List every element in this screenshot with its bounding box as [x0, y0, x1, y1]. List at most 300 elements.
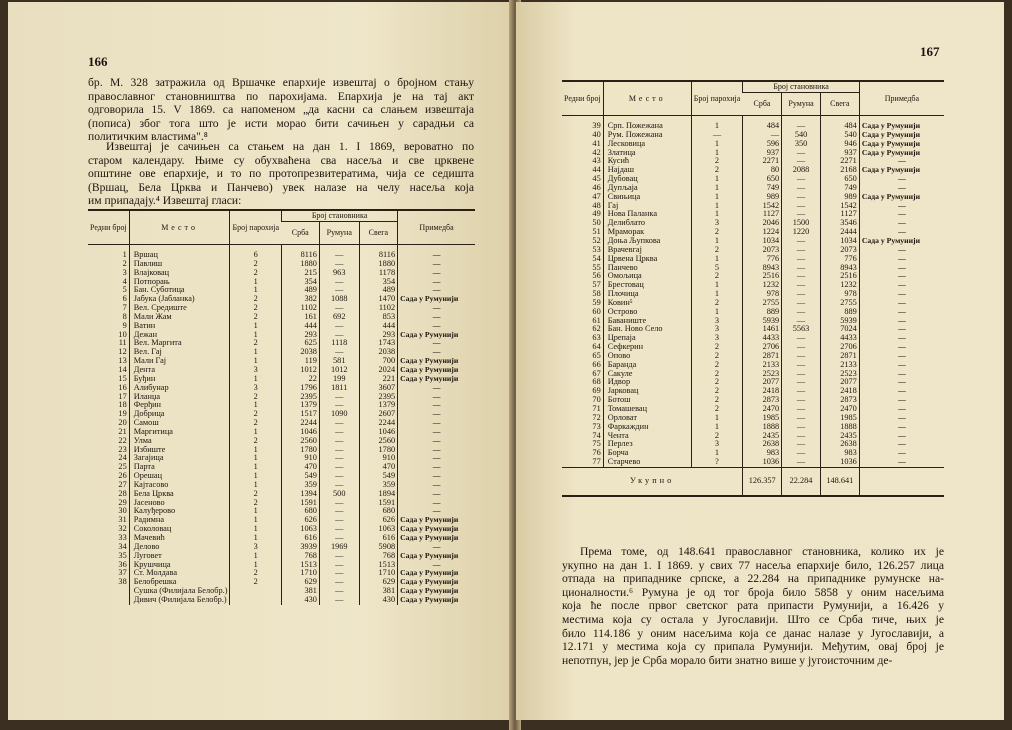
- table-cell: —: [859, 352, 944, 361]
- population-table-left: [88, 209, 475, 605]
- table-cell: 5939: [743, 317, 782, 326]
- table-cell: Сада у Румунији: [859, 166, 944, 175]
- table-cell: Сада у Румунији: [859, 131, 944, 140]
- table-cell: 47: [592, 191, 601, 201]
- table-cell: 1: [691, 175, 743, 184]
- table-cell: —: [398, 278, 475, 287]
- table-cell: 22: [118, 435, 127, 445]
- table-cell: 1461: [743, 325, 782, 334]
- table-cell: —: [782, 246, 821, 255]
- table-cell: —: [319, 525, 359, 534]
- table-cell: 44: [592, 165, 601, 175]
- table-cell: 692: [319, 313, 359, 322]
- table-cell: —: [319, 472, 359, 481]
- table-cell: Омољица: [603, 272, 691, 281]
- table-cell: —: [398, 348, 475, 357]
- table-cell: —: [782, 396, 821, 405]
- table-cell: 1063: [359, 525, 398, 534]
- total-serbs: 126.357: [743, 467, 782, 495]
- table-cell: 1: [691, 281, 743, 290]
- table-cell: 1: [230, 534, 282, 543]
- header-total: Свега: [359, 222, 398, 245]
- table-cell: —: [398, 384, 475, 393]
- table-cell: 1102: [282, 304, 320, 313]
- text-line: која ће после првог светског рата припасти Румунији, а 16.426 у: [562, 599, 944, 613]
- table-cell: 60: [592, 306, 601, 316]
- table-cell: 80: [743, 166, 782, 175]
- table-cell: —: [859, 325, 944, 334]
- table-cell: 31: [118, 515, 127, 525]
- table-cell: 1710: [359, 569, 398, 578]
- table-cell: —: [398, 481, 475, 490]
- table-cell: 2470: [743, 405, 782, 414]
- table-cell: 2: [230, 269, 282, 278]
- table-cell: 1: [230, 516, 282, 525]
- table-cell: 2706: [820, 343, 859, 352]
- table-cell: 68: [592, 377, 601, 387]
- table-cell: 2395: [359, 393, 398, 402]
- table-cell: 2: [230, 304, 282, 313]
- table-cell: —: [859, 449, 944, 458]
- table-cell: —: [398, 260, 475, 269]
- table-cell: 1178: [359, 269, 398, 278]
- table-cell: 35: [118, 550, 127, 560]
- table-cell: —: [859, 334, 944, 343]
- table-cell: 2: [230, 499, 282, 508]
- table-cell: 910: [359, 454, 398, 463]
- table-cell: Бела Црква: [129, 490, 230, 499]
- table-cell: 73: [592, 421, 601, 431]
- table-cell: Сада у Румунији: [398, 569, 475, 578]
- table-cell: Доња Љупкова: [603, 237, 691, 246]
- table-cell: 1780: [282, 446, 320, 455]
- table-cell: Дивич (Филијала Белобр.): [129, 596, 230, 605]
- table-cell: 2: [691, 246, 743, 255]
- table-cell: —: [782, 149, 821, 158]
- table-cell: 626: [282, 516, 320, 525]
- table-cell: 2133: [743, 361, 782, 370]
- table-cell: Јарковац: [603, 387, 691, 396]
- text-line: старом календару. Њиме су обухваћена сва насеља и све црквене: [88, 153, 474, 167]
- table-cell: 2244: [359, 419, 398, 428]
- table-cell: 2: [691, 228, 743, 237]
- table-cell: 549: [282, 472, 320, 481]
- table-cell: 2755: [743, 299, 782, 308]
- table-cell: 1470: [359, 295, 398, 304]
- table-cell: —: [319, 569, 359, 578]
- table-cell: 2077: [820, 378, 859, 387]
- table-cell: 776: [743, 255, 782, 264]
- table-cell: Маргитица: [129, 428, 230, 437]
- table-cell: 8943: [743, 264, 782, 273]
- table-cell: —: [782, 370, 821, 379]
- table-cell: Плочица: [603, 290, 691, 299]
- table-cell: 768: [282, 552, 320, 561]
- table-cell: —: [319, 278, 359, 287]
- table-cell: 946: [820, 140, 859, 149]
- table-cell: 2168: [820, 166, 859, 175]
- table-cell: 11: [118, 338, 127, 348]
- total-row: [562, 467, 944, 495]
- table-cell: Рум. Пожежана: [603, 131, 691, 140]
- text-line: православног становништва по парохијама. Епархија је на тај акт: [88, 89, 474, 103]
- table-cell: 3: [230, 384, 282, 393]
- table-cell: 1: [230, 552, 282, 561]
- table-cell: 1118: [319, 339, 359, 348]
- table-cell: 33: [118, 533, 127, 542]
- text-line: непотпун, јер је Срба морало бити знатно више у југоисточним де-: [562, 653, 893, 667]
- table-cell: 3: [230, 366, 282, 375]
- population-table-right: [562, 80, 944, 497]
- table-cell: 4433: [743, 334, 782, 343]
- table-cell: 1036: [820, 458, 859, 467]
- table-cell: 3607: [359, 384, 398, 393]
- text-line: местима која су остала у Југославији. Што се Срба тиче, њих је: [562, 612, 944, 626]
- table-cell: 1880: [359, 260, 398, 269]
- table-cell: 1: [122, 250, 127, 259]
- table-cell: 1743: [359, 339, 398, 348]
- text-line: (Вршац, Бела Црква и Панчево) увек налазе на челу насеља која: [88, 180, 474, 194]
- table-cell: Свињица: [603, 193, 691, 202]
- table-cell: 1224: [743, 228, 782, 237]
- table-cell: 2: [691, 405, 743, 414]
- table-cell: —: [782, 378, 821, 387]
- table-cell: —: [319, 245, 359, 260]
- text-line: општине ове епархије, и то по протопрезвитератима, чија се седишта: [88, 167, 474, 181]
- table-cell: Сада у Румунији: [398, 534, 475, 543]
- table-cell: 1: [230, 357, 282, 366]
- table-cell: 2244: [282, 419, 320, 428]
- table-cell: Врачевгај: [603, 246, 691, 255]
- text-line: (пописа) због тога што је исти морао бити сачињен у сарадњи са: [88, 116, 474, 130]
- table-cell: Добрица: [129, 410, 230, 419]
- table-cell: 64: [592, 342, 601, 352]
- table-cell: —: [782, 343, 821, 352]
- table-cell: 2: [691, 157, 743, 166]
- table-cell: 2: [230, 393, 282, 402]
- table-cell: 540: [820, 131, 859, 140]
- text-line: ционалности.⁶ Румуна је од тог броја било 5858 у оним насељима: [562, 585, 944, 599]
- table-cell: 1: [230, 286, 282, 295]
- table-cell: —: [398, 428, 475, 437]
- table-cell: Опово: [603, 352, 691, 361]
- table-cell: Бан. Суботица: [129, 286, 230, 295]
- table-cell: 1880: [282, 260, 320, 269]
- table-cell: —: [782, 458, 821, 467]
- table-cell: 58: [592, 289, 601, 299]
- table-cell: 51: [592, 227, 601, 237]
- table-cell: —: [319, 393, 359, 402]
- table-cell: —: [398, 401, 475, 410]
- table-row: [88, 245, 475, 260]
- header-romanians: Румуна: [782, 93, 821, 116]
- table-cell: 978: [820, 290, 859, 299]
- table-cell: 23: [118, 444, 127, 454]
- table-cell: 2077: [743, 378, 782, 387]
- table-cell: 74: [592, 430, 601, 440]
- table-cell: 70: [592, 395, 601, 405]
- table-cell: 40: [592, 129, 601, 139]
- table-cell: 1: [230, 481, 282, 490]
- table-cell: —: [319, 578, 359, 587]
- table-cell: —: [859, 272, 944, 281]
- table-cell: Кусић: [603, 157, 691, 166]
- table-cell: Фаркаждин: [603, 423, 691, 432]
- table-cell: Панчево: [603, 264, 691, 273]
- table-cell: 1220: [782, 228, 821, 237]
- table-cell: 1232: [743, 281, 782, 290]
- table-cell: —: [319, 596, 359, 605]
- table-cell: —: [782, 116, 821, 131]
- table-cell: 1: [230, 525, 282, 534]
- table-cell: 66: [592, 359, 601, 369]
- table-cell: —: [319, 552, 359, 561]
- table-cell: 63: [592, 333, 601, 343]
- table-cell: —: [859, 387, 944, 396]
- table-cell: Старчево: [603, 458, 691, 467]
- table-cell: 2444: [820, 228, 859, 237]
- table-cell: 1127: [743, 210, 782, 219]
- table-cell: —: [782, 281, 821, 290]
- table-cell: 2: [230, 419, 282, 428]
- table-cell: 1034: [743, 237, 782, 246]
- table-cell: —: [782, 202, 821, 211]
- table-cell: 1888: [743, 423, 782, 432]
- table-cell: 1542: [743, 202, 782, 211]
- table-cell: —: [782, 237, 821, 246]
- table-cell: Калуђерово: [129, 507, 230, 516]
- table-cell: 75: [592, 439, 601, 449]
- table-cell: —: [859, 308, 944, 317]
- table-cell: —: [782, 210, 821, 219]
- table-cell: 1985: [743, 414, 782, 423]
- table-cell: 161: [282, 313, 320, 322]
- table-cell: —: [859, 343, 944, 352]
- header-note: Примедба: [859, 81, 944, 116]
- table-cell: 2133: [820, 361, 859, 370]
- table-cell: 1: [230, 428, 282, 437]
- table-cell: 1811: [319, 384, 359, 393]
- table-cell: Идвор: [603, 378, 691, 387]
- table-cell: 430: [282, 596, 320, 605]
- table-cell: —: [782, 423, 821, 432]
- table-cell: Ферђин: [129, 401, 230, 410]
- table-cell: 776: [820, 255, 859, 264]
- table-cell: Сада у Румунији: [398, 516, 475, 525]
- table-cell: 616: [282, 534, 320, 543]
- table-cell: 1394: [282, 490, 320, 499]
- table-cell: Радимна: [129, 516, 230, 525]
- table-cell: —: [782, 184, 821, 193]
- table-cell: 2: [691, 343, 743, 352]
- table-cell: 32: [118, 524, 127, 534]
- table-cell: 2435: [743, 432, 782, 441]
- table-cell: 54: [592, 253, 601, 263]
- table-cell: 2: [691, 352, 743, 361]
- table-cell: 2755: [820, 299, 859, 308]
- table-cell: Перлез: [603, 440, 691, 449]
- table-cell: Орловат: [603, 414, 691, 423]
- table-cell: 37: [118, 568, 127, 578]
- table-cell: —: [319, 446, 359, 455]
- table-cell: [230, 587, 282, 596]
- table-cell: —: [319, 534, 359, 543]
- table-cell: 1796: [282, 384, 320, 393]
- table-cell: 17: [118, 391, 127, 401]
- table-cell: Сада у Румунији: [398, 596, 475, 605]
- table-cell: 1127: [820, 210, 859, 219]
- table-cell: 53: [592, 244, 601, 254]
- table-cell: Острово: [603, 308, 691, 317]
- table-cell: 119: [282, 357, 320, 366]
- table-cell: ?: [691, 458, 743, 467]
- table-cell: Томашевац: [603, 405, 691, 414]
- table-cell: —: [398, 472, 475, 481]
- table-cell: 1: [691, 414, 743, 423]
- table-cell: 853: [359, 313, 398, 322]
- table-cell: 1012: [282, 366, 320, 375]
- table-cell: Мали Жам: [129, 313, 230, 322]
- header-parishes: Број парохија: [230, 210, 282, 245]
- table-cell: —: [859, 202, 944, 211]
- table-cell: —: [319, 331, 359, 340]
- table-cell: 2088: [782, 166, 821, 175]
- table-cell: 15: [118, 373, 127, 383]
- table-cell: 749: [820, 184, 859, 193]
- table-cell: 199: [319, 375, 359, 384]
- table-cell: 1379: [282, 401, 320, 410]
- table-cell: 1513: [282, 561, 320, 570]
- table-cell: Сада у Румунији: [398, 578, 475, 587]
- table-cell: 2: [691, 432, 743, 441]
- table-cell: 34: [118, 541, 127, 551]
- table-cell: 1: [230, 507, 282, 516]
- table-cell: Парта: [129, 463, 230, 472]
- table-cell: —: [398, 393, 475, 402]
- header-row-number: Редни број: [562, 81, 603, 116]
- table-cell: 983: [743, 449, 782, 458]
- table-cell: [88, 596, 129, 605]
- table-cell: 2: [122, 258, 127, 268]
- table-cell: 1: [230, 454, 282, 463]
- table-cell: Соколовац: [129, 525, 230, 534]
- table-cell: 8116: [282, 245, 320, 260]
- table-cell: —: [782, 440, 821, 449]
- table-cell: 470: [282, 463, 320, 472]
- table-cell: —: [398, 561, 475, 570]
- table-cell: 48: [592, 200, 601, 210]
- table-cell: 2523: [743, 370, 782, 379]
- table-cell: 76: [592, 448, 601, 458]
- table-cell: —: [398, 286, 475, 295]
- table-cell: —: [319, 419, 359, 428]
- table-cell: —: [859, 396, 944, 405]
- table-cell: Загајица: [129, 454, 230, 463]
- table-cell: 45: [592, 174, 601, 184]
- table-cell: Борча: [603, 449, 691, 458]
- table-cell: —: [398, 245, 475, 260]
- table-cell: 1: [691, 202, 743, 211]
- table-cell: Бан. Ново Село: [603, 325, 691, 334]
- table-cell: 2560: [282, 437, 320, 446]
- table-cell: —: [398, 339, 475, 348]
- table-cell: 9: [122, 320, 127, 330]
- table-cell: Баранда: [603, 361, 691, 370]
- table-cell: 49: [592, 209, 601, 219]
- table-cell: 470: [359, 463, 398, 472]
- table-cell: 52: [592, 235, 601, 245]
- table-cell: —: [859, 432, 944, 441]
- table-cell: —: [319, 481, 359, 490]
- table-cell: 680: [282, 507, 320, 516]
- table-cell: Дубовац: [603, 175, 691, 184]
- table-cell: 1: [691, 255, 743, 264]
- table-cell: —: [782, 414, 821, 423]
- table-cell: Ст. Молдава: [129, 569, 230, 578]
- table-cell: 4433: [820, 334, 859, 343]
- table-cell: 2024: [359, 366, 398, 375]
- table-cell: 27: [118, 479, 127, 489]
- table-cell: 1: [230, 322, 282, 331]
- table-cell: 444: [359, 322, 398, 331]
- table-cell: —: [319, 437, 359, 446]
- table-cell: —: [319, 516, 359, 525]
- table-cell: 1780: [359, 446, 398, 455]
- table-cell: —: [398, 322, 475, 331]
- table-cell: 1: [691, 449, 743, 458]
- table-cell: Сакуле: [603, 370, 691, 379]
- table-cell: 18: [118, 400, 127, 410]
- table-cell: 1012: [319, 366, 359, 375]
- table-cell: Сада у Румунији: [398, 295, 475, 304]
- table-cell: 1894: [359, 490, 398, 499]
- table-cell: 650: [743, 175, 782, 184]
- table-cell: 43: [592, 156, 601, 166]
- table-cell: 221: [359, 375, 398, 384]
- table-cell: 983: [820, 449, 859, 458]
- text-line: бр. М. 328 затражила од Вршачке епархије извештај о бројном стању: [88, 76, 474, 89]
- table-cell: 215: [282, 269, 320, 278]
- table-cell: Крушчица: [129, 561, 230, 570]
- table-cell: 489: [359, 286, 398, 295]
- table-cell: Сада у Румунији: [398, 366, 475, 375]
- table-cell: —: [398, 490, 475, 499]
- text-line: отпада на припаднике српске, а 22.284 на припаднике румунске на-: [562, 572, 944, 586]
- text-line: Извештај је сачињен са стањем на дан 1. I 1869, вероватно по: [106, 140, 474, 153]
- table-cell: Сушка (Филијала Белобр.): [129, 587, 230, 596]
- closing-paragraph: [562, 545, 944, 667]
- text-line: укупно на дан 1. I 1869. у свих 77 насеља епархије било, 126.257 лица: [562, 558, 944, 572]
- table-cell: 626: [359, 516, 398, 525]
- total-note: [859, 467, 944, 495]
- left-page: [8, 2, 514, 720]
- table-cell: 2: [691, 378, 743, 387]
- table-cell: 1: [230, 463, 282, 472]
- table-cell: 625: [282, 339, 320, 348]
- table-cell: Мали Гај: [129, 357, 230, 366]
- table-cell: 67: [592, 368, 601, 378]
- table-cell: 30: [118, 506, 127, 516]
- intro-paragraph: [88, 76, 474, 144]
- table-cell: Делово: [129, 543, 230, 552]
- table-row: [88, 596, 475, 605]
- table-cell: 1: [230, 561, 282, 570]
- table-cell: 10: [118, 329, 127, 339]
- table-cell: 350: [782, 140, 821, 149]
- table-cell: 2873: [743, 396, 782, 405]
- table-cell: Влајковац: [129, 269, 230, 278]
- table-cell: 6: [122, 294, 127, 304]
